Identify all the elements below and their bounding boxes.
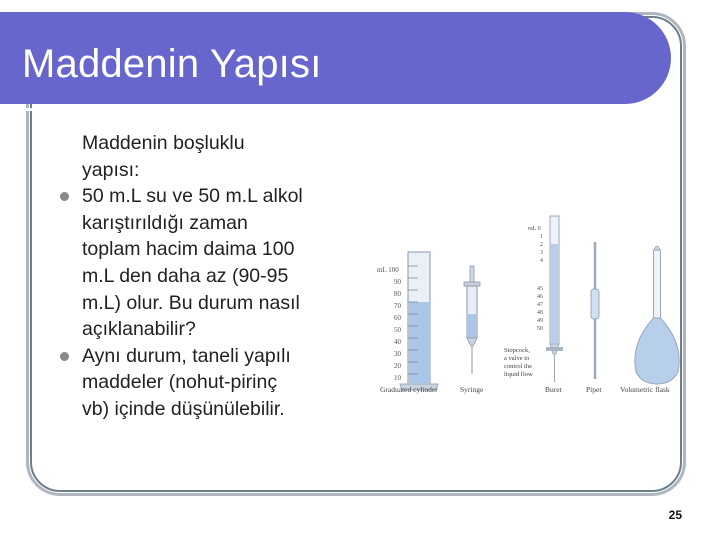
volumetric-flask-icon [620,246,679,394]
pipet-icon [586,242,602,394]
glassware-figure [374,214,684,400]
buret-scale-label: mL 0 [528,226,541,232]
bullet-line: maddeler (nohut-pirinç [82,371,278,394]
page-number: 25 [668,508,682,522]
stopcock-label: liquid flow [504,371,533,378]
buret-scale-label: 49 [537,318,543,324]
buret-scale-label: 1 [540,234,543,240]
flask-label: Volumetric flask [620,385,670,394]
bullet-line: vb) içinde düşünülebilir. [82,397,285,420]
buret-scale-label: 47 [537,302,543,308]
bullet-line: m.L den daha az (90-95 [82,264,289,287]
cylinder-scale-label: 30 [394,350,401,358]
buret-scale-label: 2 [540,242,543,248]
cylinder-scale-label: 80 [394,290,401,298]
bullet-line: 50 m.L su ve 50 m.L alkol [60,183,360,210]
bullet-dot-icon [60,352,69,361]
cylinder-scale-label: 70 [394,302,401,310]
intro-line: yapısı: [82,158,140,181]
bullet-line: Aynı durum, taneli yapılı [60,343,360,370]
bullet-line: açıklanabilir? [82,318,196,341]
graduated-cylinder-icon [377,252,438,394]
cylinder-scale-label: 90 [394,278,401,286]
slide-title: Maddenin Yapısı [22,42,322,86]
stopcock-label: control the [504,363,532,370]
bullet-line: karıştırıldığı zaman [82,211,248,234]
cylinder-scale-label: 10 [394,374,401,382]
pipet-label: Pipet [586,385,602,394]
bullet-line: m.L) olur. Bu durum nasıl [82,291,300,314]
buret-scale-label: 46 [537,294,543,300]
bullet-dot-icon [60,192,69,201]
buret-icon [504,216,563,394]
cylinder-scale-label: mL 100 [377,266,399,274]
buret-label: Buret [545,385,562,394]
title-bar [0,12,671,104]
buret-scale-label: 48 [537,310,543,316]
intro-line: Maddenin boşluklu [82,132,245,154]
buret-scale-label: 4 [540,258,543,264]
stopcock-label: Stopcock, [504,347,530,354]
stopcock-label: a valve to [504,355,530,362]
cylinder-label: Graduated cylinder [380,385,438,394]
cylinder-scale-label: 40 [394,338,401,346]
buret-scale-label: 3 [540,250,543,256]
syringe-label: Syringe [460,385,484,394]
cylinder-scale-label: 20 [394,362,401,370]
slide-content [60,130,360,423]
bullet-line: toplam hacim daima 100 [82,238,295,261]
buret-scale-label: 45 [537,286,543,292]
syringe-icon [460,266,484,394]
cylinder-scale-label: 50 [394,326,401,334]
buret-scale-label: 50 [537,326,543,332]
cylinder-scale-label: 60 [394,314,401,322]
title-underline [0,108,636,111]
